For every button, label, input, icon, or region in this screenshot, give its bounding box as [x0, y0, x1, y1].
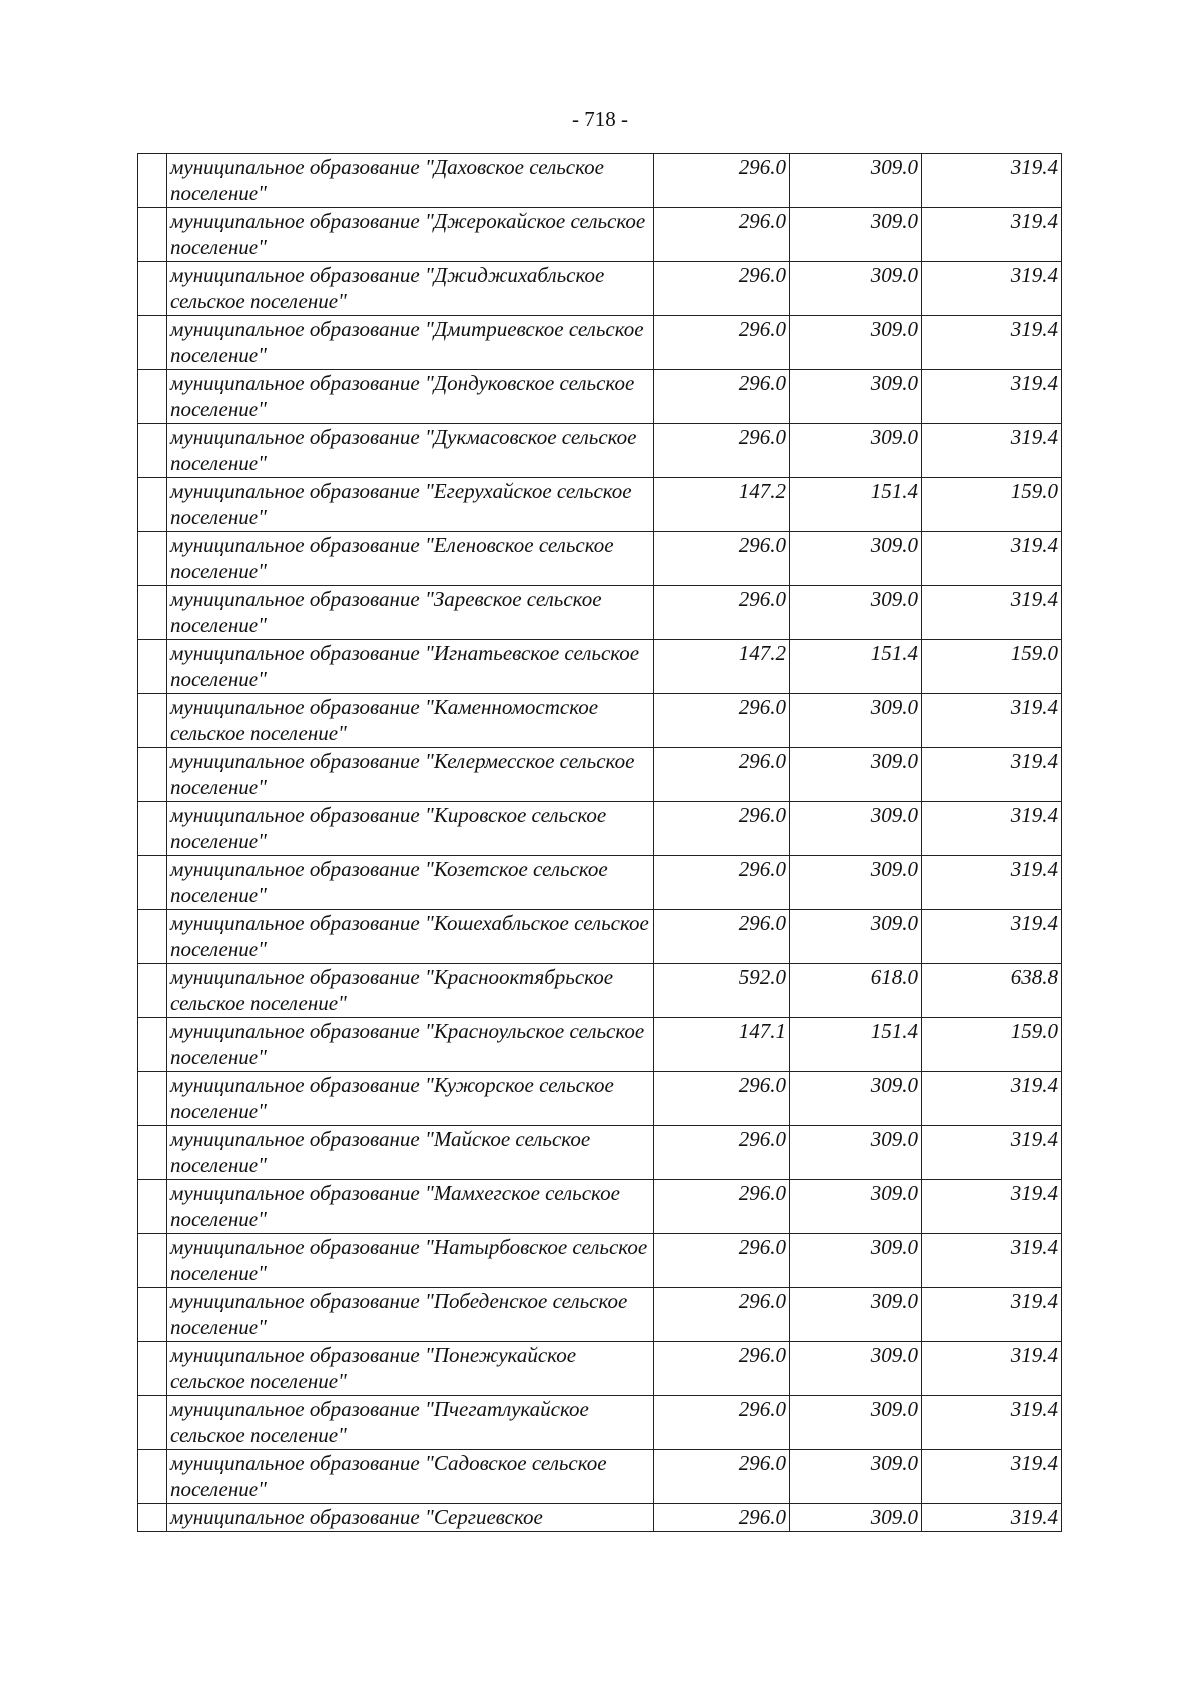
value-cell-2: 151.4	[790, 1018, 922, 1072]
budget-table	[137, 153, 1062, 1532]
value-cell-3: 638.8	[922, 964, 1062, 1018]
row-number-cell	[138, 802, 167, 856]
table-row	[138, 1018, 1062, 1072]
row-number-cell	[138, 1288, 167, 1342]
value-cell-2: 309.0	[790, 1180, 922, 1234]
value-cell-3: 159.0	[922, 640, 1062, 694]
municipality-name-cell: муниципальное образование "Келермесское сельское поселение"	[167, 748, 654, 802]
table-row	[138, 1396, 1062, 1450]
municipality-name-cell: муниципальное образование "Даховское сельское поселение"	[167, 154, 654, 208]
value-cell-2: 309.0	[790, 1126, 922, 1180]
value-cell-2: 309.0	[790, 1072, 922, 1126]
row-number-cell	[138, 640, 167, 694]
value-cell-3: 159.0	[922, 478, 1062, 532]
municipality-name-cell: муниципальное образование "Джерокайское сельское поселение"	[167, 208, 654, 262]
value-cell-1: 147.2	[654, 640, 790, 694]
value-cell-3: 319.4	[922, 586, 1062, 640]
value-cell-1: 296.0	[654, 910, 790, 964]
value-cell-2: 309.0	[790, 424, 922, 478]
value-cell-3: 319.4	[922, 910, 1062, 964]
value-cell-2: 309.0	[790, 748, 922, 802]
table-row	[138, 1234, 1062, 1288]
row-number-cell	[138, 478, 167, 532]
table-row	[138, 802, 1062, 856]
row-number-cell	[138, 1072, 167, 1126]
value-cell-1: 296.0	[654, 316, 790, 370]
value-cell-3: 319.4	[922, 370, 1062, 424]
row-number-cell	[138, 1180, 167, 1234]
municipality-name-cell: муниципальное образование "Понежукайское сельское поселение"	[167, 1342, 654, 1396]
table-row	[138, 748, 1062, 802]
value-cell-3: 319.4	[922, 1126, 1062, 1180]
value-cell-3: 319.4	[922, 1180, 1062, 1234]
municipality-name-cell: муниципальное образование "Дукмасовское сельское поселение"	[167, 424, 654, 478]
row-number-cell	[138, 910, 167, 964]
value-cell-2: 309.0	[790, 532, 922, 586]
row-number-cell	[138, 748, 167, 802]
row-number-cell	[138, 694, 167, 748]
table-row	[138, 1504, 1062, 1532]
municipality-name-cell: муниципальное образование "Егерухайское сельское поселение"	[167, 478, 654, 532]
value-cell-2: 309.0	[790, 1504, 922, 1532]
municipality-name-cell: муниципальное образование "Красноульское сельское поселение"	[167, 1018, 654, 1072]
municipality-name-cell: муниципальное образование "Кировское сельское поселение"	[167, 802, 654, 856]
value-cell-1: 296.0	[654, 856, 790, 910]
value-cell-1: 296.0	[654, 1450, 790, 1504]
value-cell-3: 319.4	[922, 316, 1062, 370]
municipality-name-cell: муниципальное образование "Садовское сельское поселение"	[167, 1450, 654, 1504]
table-row	[138, 640, 1062, 694]
value-cell-2: 309.0	[790, 316, 922, 370]
value-cell-3: 319.4	[922, 1504, 1062, 1532]
row-number-cell	[138, 532, 167, 586]
row-number-cell	[138, 1234, 167, 1288]
value-cell-3: 319.4	[922, 1342, 1062, 1396]
table-row	[138, 1288, 1062, 1342]
value-cell-3: 319.4	[922, 1072, 1062, 1126]
value-cell-2: 309.0	[790, 1396, 922, 1450]
value-cell-3: 159.0	[922, 1018, 1062, 1072]
municipality-name-cell: муниципальное образование "Каменномостское сельское поселение"	[167, 694, 654, 748]
value-cell-1: 296.0	[654, 154, 790, 208]
table-row	[138, 1180, 1062, 1234]
table-row	[138, 1342, 1062, 1396]
municipality-name-cell: муниципальное образование "Джиджихабльское сельское поселение"	[167, 262, 654, 316]
table-row	[138, 154, 1062, 208]
municipality-name-cell: муниципальное образование "Пчегатлукайское сельское поселение"	[167, 1396, 654, 1450]
municipality-name-cell: муниципальное образование "Победенское сельское поселение"	[167, 1288, 654, 1342]
value-cell-1: 296.0	[654, 262, 790, 316]
municipality-name-cell: муниципальное образование "Майское сельское поселение"	[167, 1126, 654, 1180]
table-row	[138, 1126, 1062, 1180]
value-cell-2: 309.0	[790, 1450, 922, 1504]
value-cell-3: 319.4	[922, 532, 1062, 586]
municipality-name-cell: муниципальное образование "Краснооктябрьское сельское поселение"	[167, 964, 654, 1018]
value-cell-2: 309.0	[790, 586, 922, 640]
municipality-name-cell: муниципальное образование "Еленовское сельское поселение"	[167, 532, 654, 586]
value-cell-1: 296.0	[654, 1234, 790, 1288]
value-cell-1: 296.0	[654, 532, 790, 586]
value-cell-1: 147.1	[654, 1018, 790, 1072]
page-number: - 718 -	[572, 107, 628, 131]
table-row	[138, 694, 1062, 748]
value-cell-3: 319.4	[922, 694, 1062, 748]
table-row	[138, 964, 1062, 1018]
value-cell-3: 319.4	[922, 154, 1062, 208]
row-number-cell	[138, 154, 167, 208]
value-cell-1: 296.0	[654, 1504, 790, 1532]
value-cell-1: 296.0	[654, 694, 790, 748]
row-number-cell	[138, 1126, 167, 1180]
value-cell-2: 309.0	[790, 370, 922, 424]
value-cell-3: 319.4	[922, 1396, 1062, 1450]
table-row	[138, 424, 1062, 478]
value-cell-1: 296.0	[654, 1288, 790, 1342]
row-number-cell	[138, 1504, 167, 1532]
value-cell-1: 296.0	[654, 1072, 790, 1126]
table-row	[138, 478, 1062, 532]
row-number-cell	[138, 856, 167, 910]
municipality-name-cell: муниципальное образование "Дмитриевское сельское поселение"	[167, 316, 654, 370]
value-cell-1: 296.0	[654, 802, 790, 856]
municipality-name-cell: муниципальное образование "Кошехабльское сельское поселение"	[167, 910, 654, 964]
table-row	[138, 370, 1062, 424]
municipality-name-cell: муниципальное образование "Мамхегское сельское поселение"	[167, 1180, 654, 1234]
value-cell-1: 296.0	[654, 1126, 790, 1180]
table-row	[138, 586, 1062, 640]
row-number-cell	[138, 1450, 167, 1504]
row-number-cell	[138, 1342, 167, 1396]
table-row	[138, 910, 1062, 964]
value-cell-1: 296.0	[654, 586, 790, 640]
value-cell-2: 309.0	[790, 802, 922, 856]
row-number-cell	[138, 208, 167, 262]
value-cell-1: 296.0	[654, 208, 790, 262]
table-row	[138, 532, 1062, 586]
value-cell-2: 309.0	[790, 208, 922, 262]
table-row	[138, 262, 1062, 316]
table-row	[138, 208, 1062, 262]
value-cell-1: 592.0	[654, 964, 790, 1018]
value-cell-3: 319.4	[922, 748, 1062, 802]
value-cell-2: 309.0	[790, 694, 922, 748]
table-body	[138, 154, 1062, 1532]
municipality-name-cell: муниципальное образование "Козетское сельское поселение"	[167, 856, 654, 910]
row-number-cell	[138, 1018, 167, 1072]
value-cell-2: 309.0	[790, 1342, 922, 1396]
value-cell-3: 319.4	[922, 1288, 1062, 1342]
row-number-cell	[138, 262, 167, 316]
value-cell-1: 296.0	[654, 1396, 790, 1450]
row-number-cell	[138, 586, 167, 640]
municipality-name-cell: муниципальное образование "Кужорское сельское поселение"	[167, 1072, 654, 1126]
value-cell-3: 319.4	[922, 856, 1062, 910]
row-number-cell	[138, 964, 167, 1018]
row-number-cell	[138, 370, 167, 424]
value-cell-2: 151.4	[790, 640, 922, 694]
value-cell-3: 319.4	[922, 424, 1062, 478]
row-number-cell	[138, 424, 167, 478]
row-number-cell	[138, 1396, 167, 1450]
municipality-name-cell: муниципальное образование "Сергиевское	[167, 1504, 654, 1532]
value-cell-2: 618.0	[790, 964, 922, 1018]
table-row	[138, 1072, 1062, 1126]
municipality-name-cell: муниципальное образование "Натырбовское сельское поселение"	[167, 1234, 654, 1288]
municipality-name-cell: муниципальное образование "Заревское сельское поселение"	[167, 586, 654, 640]
value-cell-2: 151.4	[790, 478, 922, 532]
value-cell-2: 309.0	[790, 154, 922, 208]
value-cell-2: 309.0	[790, 1288, 922, 1342]
table-row	[138, 316, 1062, 370]
value-cell-1: 296.0	[654, 1180, 790, 1234]
value-cell-3: 319.4	[922, 262, 1062, 316]
value-cell-2: 309.0	[790, 262, 922, 316]
municipality-name-cell: муниципальное образование "Дондуковское сельское поселение"	[167, 370, 654, 424]
value-cell-2: 309.0	[790, 856, 922, 910]
table-row	[138, 856, 1062, 910]
value-cell-3: 319.4	[922, 1450, 1062, 1504]
table-row	[138, 1450, 1062, 1504]
value-cell-3: 319.4	[922, 208, 1062, 262]
row-number-cell	[138, 316, 167, 370]
value-cell-1: 147.2	[654, 478, 790, 532]
municipality-name-cell: муниципальное образование "Игнатьевское сельское поселение"	[167, 640, 654, 694]
value-cell-2: 309.0	[790, 910, 922, 964]
value-cell-1: 296.0	[654, 1342, 790, 1396]
value-cell-1: 296.0	[654, 748, 790, 802]
value-cell-3: 319.4	[922, 1234, 1062, 1288]
value-cell-1: 296.0	[654, 424, 790, 478]
value-cell-2: 309.0	[790, 1234, 922, 1288]
value-cell-1: 296.0	[654, 370, 790, 424]
value-cell-3: 319.4	[922, 802, 1062, 856]
